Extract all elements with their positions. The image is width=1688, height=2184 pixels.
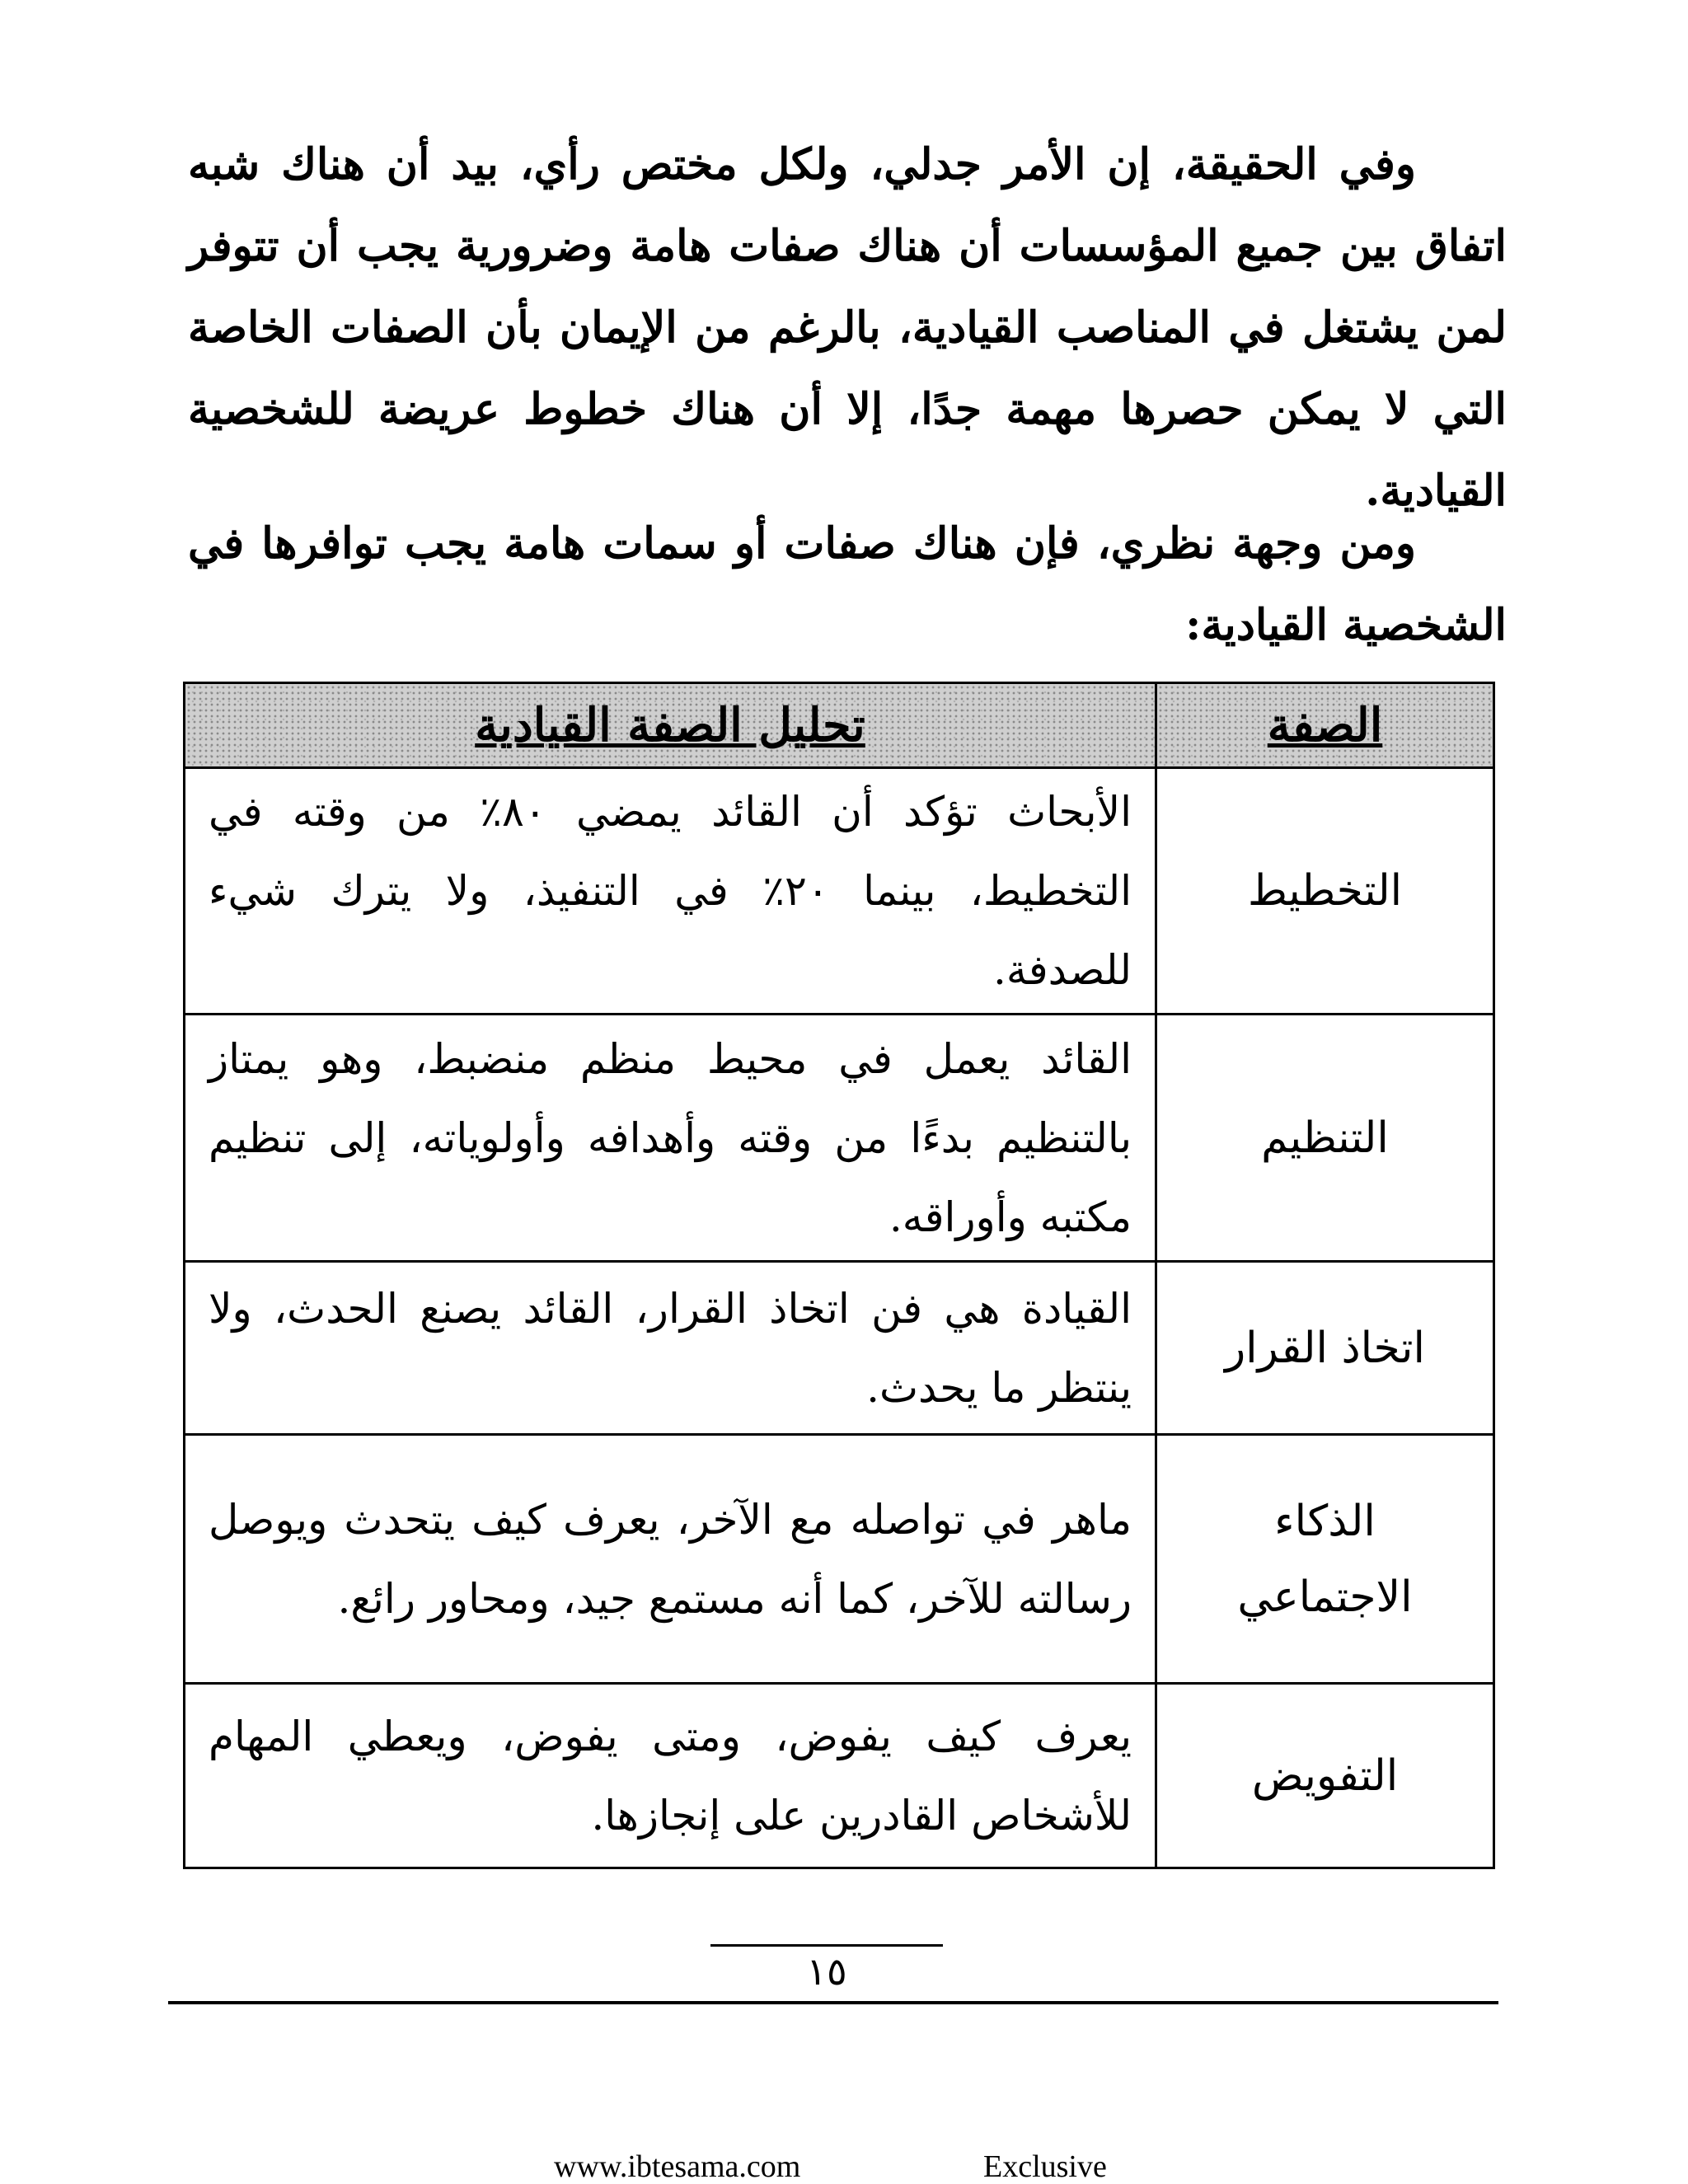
- lead-in-paragraph: ومن وجهة نظري، فإن هناك صفات أو سمات هامة يجب توافرها في الشخصية القيادية:: [188, 518, 1507, 650]
- leadership-traits-table: [183, 682, 1495, 1869]
- footer: [0, 2149, 1688, 2184]
- page-number: ١٥: [806, 1949, 847, 1994]
- table-row: [185, 1435, 1494, 1684]
- analysis-cell: ماهر في تواصله مع الآخر، يعرف كيف يتحدث ويوصل رسالته للآخر، كما أنه مستمع جيد، ومحاور رائع.: [185, 1435, 1156, 1684]
- header-trait: الصفة: [1156, 683, 1494, 768]
- table-row: [185, 1015, 1494, 1262]
- trait-cell: التفويض: [1156, 1684, 1494, 1868]
- table-row: [185, 1684, 1494, 1868]
- trait-cell: التخطيط: [1156, 768, 1494, 1015]
- header-analysis: تحليل الصفة القيادية: [185, 683, 1156, 768]
- analysis-cell: القائد يعمل في محيط منظم منضبط، وهو يمتاز بالتنظيم بدءًا من وقته وأهدافه وأولوياته، إلى تنظيم مكتبه وأوراقه.: [185, 1015, 1156, 1262]
- intro-paragraph: وفي الحقيقة، إن الأمر جدلي، ولكل مختص رأي، بيد أن هناك شبه اتفاق بين جميع المؤسسات أن هناك صفات هامة وضرورية يجب أن تتوفر لمن يشتغل في المناصب القيادية، بالرغم من الإيمان بأن الصفات الخاصة التي لا يمكن حصرها مهمة جدًا، إلا أن هناك خطوط عريضة للشخصية القيادية.: [188, 139, 1507, 516]
- trait-cell: اتخاذ القرار: [1156, 1262, 1494, 1435]
- table-row: [185, 1262, 1494, 1435]
- table-header-row: [185, 683, 1494, 768]
- footer-exclusive-label: Exclusive: [983, 2149, 1107, 2184]
- table-row: [185, 768, 1494, 1015]
- analysis-cell: القيادة هي فن اتخاذ القرار، القائد يصنع الحدث، ولا ينتظر ما يحدث.: [185, 1262, 1156, 1435]
- trait-cell: التنظيم: [1156, 1015, 1494, 1262]
- footer-site-url: www.ibtesama.com: [554, 2149, 801, 2184]
- trait-cell: الذكاء الاجتماعي: [1156, 1435, 1494, 1684]
- analysis-cell: يعرف كيف يفوض، ومتى يفوض، ويعطي المهام للأشخاص القادرين على إنجازها.: [185, 1684, 1156, 1868]
- footer-divider: [168, 2001, 1498, 2004]
- analysis-cell: الأبحاث تؤكد أن القائد يمضي ٨٠٪ من وقته في التخطيط، بينما ٢٠٪ في التنفيذ، ولا يترك شيء للصدفة.: [185, 768, 1156, 1015]
